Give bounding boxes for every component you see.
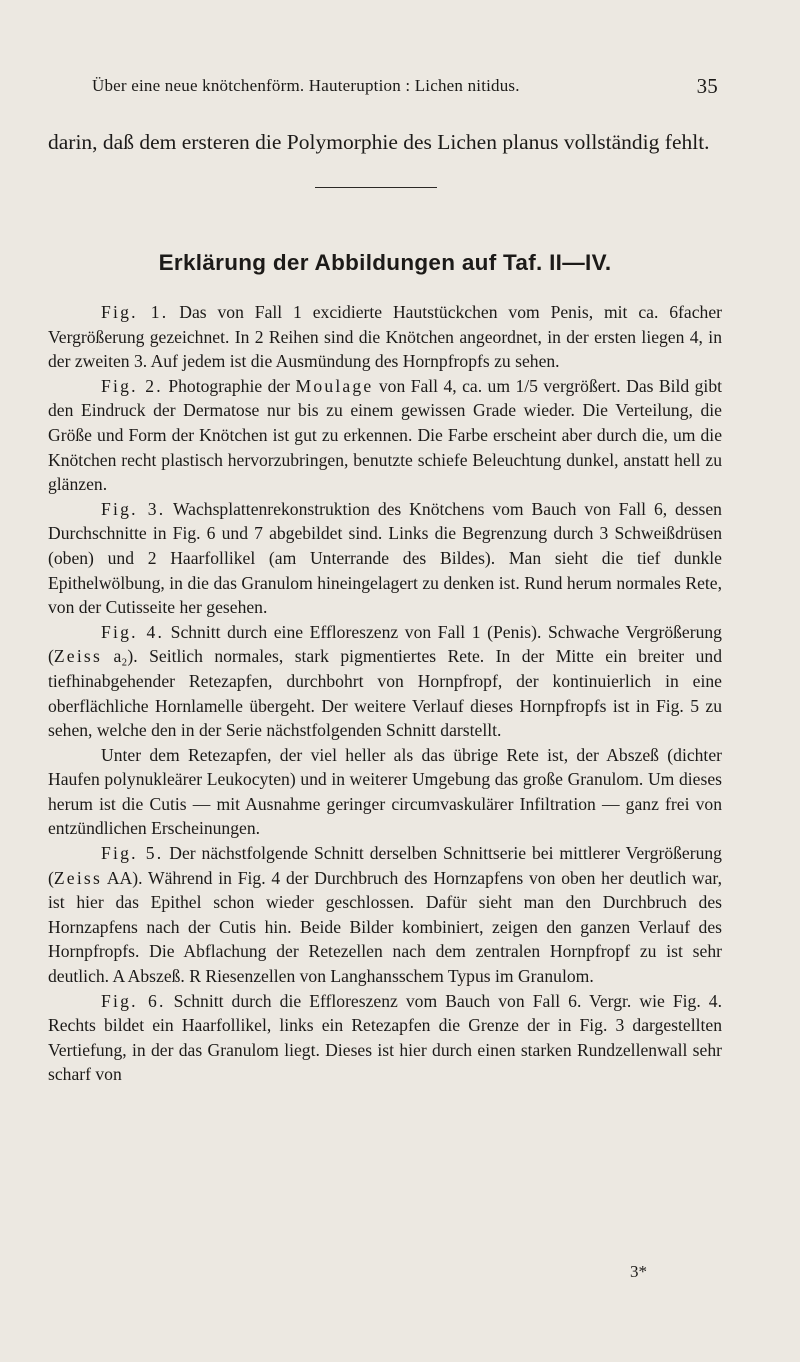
fig-4-continuation-paragraph [48, 743, 722, 841]
fig-text: Das von Fall 1 excidierte Hautstückchen vom Penis, mit ca. 6facher Vergrößerung gezeichnet. In 2 Reihen sind die Knötchen angeordnet, in der ersten liegen 4, in der zweiten 3. Auf jedem ist die Ausmündung des Hornpfropfs zu sehen. [48, 302, 722, 372]
figure-explanations [48, 300, 722, 1087]
fig-text: a₂). Seitlich normales, stark pigmentiertes Rete. In der Mitte ein breiter und tiefhinabgehender Retezapfen, durchbohrt von Hornpfropf, der kontinuierlich in eine oberflächliche Hornlamelle übergeht. Der weitere Verlauf dieses Hornpfropfs ist in Fig. 5 zu sehen, welche den in der Serie nächstfolgenden Schnitt darstellt. [48, 646, 722, 741]
fig-label: Fig. 1. [101, 302, 169, 322]
section-divider [315, 187, 437, 188]
running-title: Über eine neue knötchenförm. Hauteruption : Lichen nitidus. [92, 76, 520, 95]
fig-4-paragraph [48, 620, 722, 743]
fig-text-pre: Der nächstfolgende Schnitt derselben Schnittserie bei mittlerer Vergrößerung ( [48, 843, 722, 888]
fig-label: Fig. 5. [101, 843, 164, 864]
fig-text-pre: Schnitt durch eine Effloreszenz von Fall 1 (Penis). Schwache Vergrößerung ( [48, 621, 722, 667]
fig-text: Wachsplattenrekonstruktion des Knötchens vom Bauch von Fall 6, dessen Durchschnitte in Fig. 6 und 7 abgebildet sind. Links die Begrenzung durch 3 Schweißdrüsen (oben) und 2 Haarfollikel (am Unterrande des Bildes). Man sieht die tief dunkle Epithelwölbung, in die das Granulom hineingelagert zu denken ist. Rund herum normales Rete, von der Cutisseite her gesehen. [48, 498, 722, 618]
fig-text: AA). Während in Fig. 4 der Durchbruch des Hornzapfens von oben her deutlich war, ist hier das Epithel schon wieder geschlossen. Dafür sieht man den Durchbruch des Hornzapfens nach der Cutis hin. Beide Bilder kombiniert, zeigen den ganzen Verlauf des Hornpfropfs. Die Abflachung der Retezellen nach dem zentralen Hornpfropf zu ist sehr deutlich. A Abszeß. R Riesenzellen von Langhansschem Typus im Granulom. [48, 867, 722, 987]
page-number: 35 [696, 74, 718, 98]
fig-5-paragraph [48, 841, 722, 989]
fig-label: Fig. 6. [101, 990, 166, 1011]
fig-6-paragraph [48, 989, 722, 1087]
fig-2-paragraph [48, 374, 722, 497]
fig-label: Fig. 3. [101, 498, 166, 519]
fig-text: Unter dem Retezapfen, der viel heller als das übrige Rete ist, der Abszeß (dichter Haufen polynukleärer Leukocyten) und in weiterer Umgebung das große Granulom. Um dieses herum ist die Cutis — mit Ausnahme geringer circumvaskulärer Infiltration — ganz frei von entzündlichen Erscheinungen. [48, 744, 722, 839]
section-heading: Erklärung der Abbildungen auf Taf. II—IV. [158, 250, 612, 275]
fig-label: Fig. 4. [101, 621, 165, 642]
fig-text: von Fall 4, ca. um 1/5 vergrößert. Das Bild gibt den Eindruck der Dermatose nur bis zu einem gewissen Grade wieder. Die Verteilung, die Größe und Form der Knötchen ist gut zu erkennen. Die Farbe erscheint aber durch die, um die Knötchen recht plastisch hervorzubringen, benutzte schiefe Beleuchtung dunkel, anstatt hell zu glänzen. [48, 375, 723, 495]
fig-text-spaced: Moulage [295, 375, 374, 396]
fig-text-pre: Photographie der [168, 375, 291, 396]
fig-label: Fig. 2. [101, 375, 163, 396]
running-header [92, 76, 722, 96]
fig-text-spaced: Zeiss [53, 646, 102, 667]
fig-text: Schnitt durch die Effloreszenz vom Bauch von Fall 6. Vergr. wie Fig. 4. Rechts bildet ein Haarfollikel, links ein Retezapfen die Grenze der in Fig. 3 dargestellten Vertiefung, in der das Granulom liegt. Dieses ist hier durch einen starken Rundzellenwall sehr scharf von [48, 990, 722, 1085]
fig-1-paragraph [48, 300, 722, 374]
signature-mark: 3* [630, 1262, 647, 1281]
fig-text-spaced: Zeiss [53, 867, 102, 888]
continuation-paragraph: darin, daß dem ersteren die Polymorphie des Lichen planus vollständig fehlt. [48, 130, 710, 154]
fig-3-paragraph [48, 497, 722, 620]
